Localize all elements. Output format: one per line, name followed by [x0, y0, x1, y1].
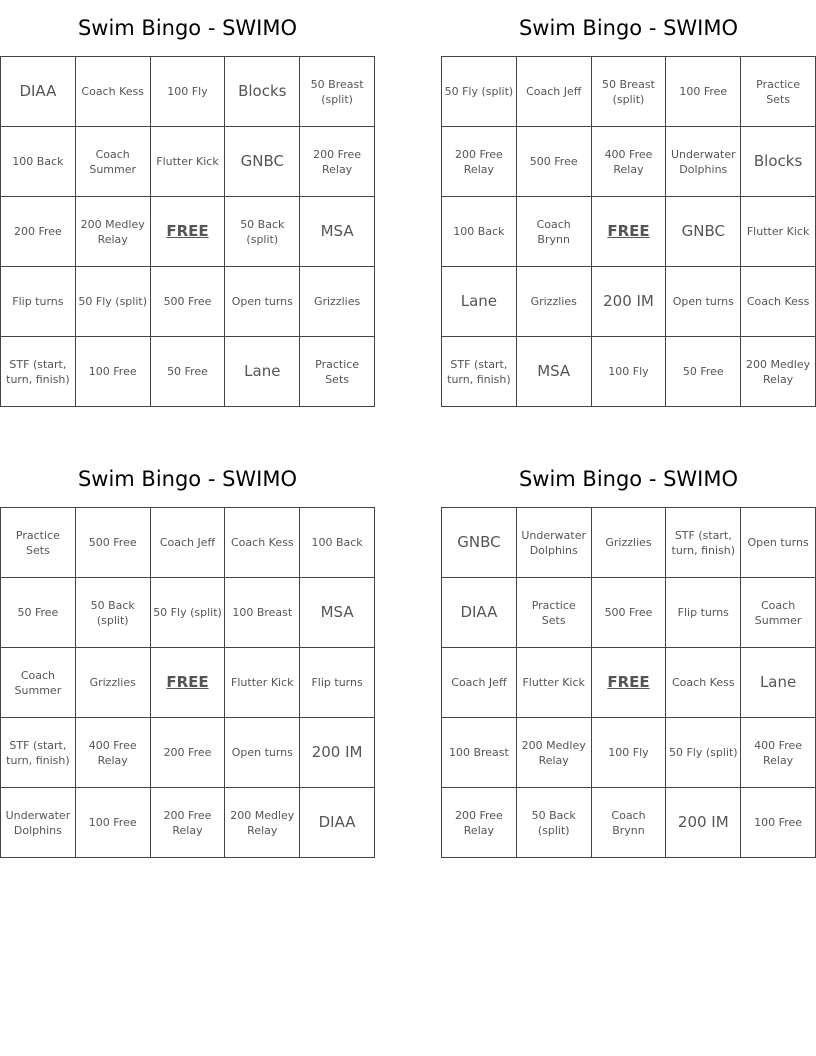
bingo-cell: Coach Jeff — [516, 57, 591, 127]
bingo-cell: 200 Medley Relay — [741, 337, 816, 407]
bingo-cell: Grizzlies — [75, 648, 150, 718]
bingo-cell: 50 Back (split) — [516, 788, 591, 858]
bingo-cell: Practice Sets — [1, 508, 76, 578]
bingo-cell: 50 Free — [666, 337, 741, 407]
bingo-cell: 50 Fly (split) — [666, 718, 741, 788]
bingo-row — [1, 337, 375, 407]
bingo-grid — [0, 56, 375, 407]
bingo-cell: MSA — [300, 578, 375, 648]
bingo-row — [1, 718, 375, 788]
bingo-cell: Lane — [225, 337, 300, 407]
bingo-cell: 100 Free — [741, 788, 816, 858]
bingo-row — [442, 57, 816, 127]
bingo-cell: 200 Medley Relay — [225, 788, 300, 858]
bingo-cell: Blocks — [225, 57, 300, 127]
bingo-cell: 50 Breast (split) — [591, 57, 666, 127]
bingo-cell: 200 Free — [150, 718, 225, 788]
bingo-cell: Underwater Dolphins — [1, 788, 76, 858]
bingo-cell: Practice Sets — [516, 578, 591, 648]
bingo-cell: 100 Back — [1, 127, 76, 197]
bingo-cell: GNBC — [225, 127, 300, 197]
bingo-row — [1, 508, 375, 578]
bingo-cell: 100 Free — [666, 57, 741, 127]
bingo-grid — [0, 507, 375, 858]
bingo-cell: 100 Back — [442, 197, 517, 267]
bingo-cell: GNBC — [442, 508, 517, 578]
bingo-cell: 100 Fly — [591, 337, 666, 407]
free-space-cell: FREE — [150, 197, 225, 267]
bingo-cell: 100 Breast — [225, 578, 300, 648]
bingo-cell: 200 Free — [1, 197, 76, 267]
bingo-row — [1, 57, 375, 127]
bingo-cell: 200 Free Relay — [442, 788, 517, 858]
bingo-cell: 400 Free Relay — [75, 718, 150, 788]
bingo-cell: STF (start, turn, finish) — [666, 508, 741, 578]
bingo-cell: Coach Summer — [75, 127, 150, 197]
bingo-cell: Practice Sets — [300, 337, 375, 407]
bingo-row — [442, 127, 816, 197]
bingo-cell: Open turns — [741, 508, 816, 578]
bingo-cell: 500 Free — [75, 508, 150, 578]
bingo-cell: 100 Breast — [442, 718, 517, 788]
bingo-cell: 400 Free Relay — [591, 127, 666, 197]
bingo-row — [442, 578, 816, 648]
bingo-cell: Flutter Kick — [225, 648, 300, 718]
bingo-cell: GNBC — [666, 197, 741, 267]
bingo-row — [442, 508, 816, 578]
bingo-cell: Lane — [741, 648, 816, 718]
bingo-row — [1, 578, 375, 648]
bingo-cell: 50 Fly (split) — [75, 267, 150, 337]
bingo-cell: Coach Kess — [666, 648, 741, 718]
bingo-cell: 50 Back (split) — [225, 197, 300, 267]
bingo-row — [1, 127, 375, 197]
bingo-cell: Grizzlies — [516, 267, 591, 337]
bingo-cell: Coach Jeff — [442, 648, 517, 718]
free-space-cell: FREE — [591, 197, 666, 267]
bingo-row — [442, 648, 816, 718]
bingo-cell: Coach Jeff — [150, 508, 225, 578]
bingo-cell: 50 Fly (split) — [442, 57, 517, 127]
bingo-row — [442, 337, 816, 407]
bingo-cell: Coach Kess — [225, 508, 300, 578]
bingo-cell: Coach Summer — [741, 578, 816, 648]
bingo-cell: 200 Medley Relay — [75, 197, 150, 267]
bingo-cell: Lane — [442, 267, 517, 337]
bingo-cell: 500 Free — [591, 578, 666, 648]
card-title: Swim Bingo - SWIMO — [518, 16, 739, 40]
bingo-cell: 100 Free — [75, 788, 150, 858]
bingo-cell: Flip turns — [1, 267, 76, 337]
bingo-cell: Open turns — [225, 267, 300, 337]
bingo-cell: MSA — [516, 337, 591, 407]
bingo-cell: 500 Free — [150, 267, 225, 337]
bingo-cell: STF (start, turn, finish) — [442, 337, 517, 407]
card-title: Swim Bingo - SWIMO — [518, 467, 739, 491]
bingo-cell: 200 Medley Relay — [516, 718, 591, 788]
bingo-cell: 100 Back — [300, 508, 375, 578]
bingo-cell: STF (start, turn, finish) — [1, 337, 76, 407]
bingo-cell: Flutter Kick — [516, 648, 591, 718]
free-space-cell: FREE — [591, 648, 666, 718]
bingo-cell: 50 Free — [1, 578, 76, 648]
bingo-card-2 — [441, 0, 816, 407]
card-title: Swim Bingo - SWIMO — [77, 16, 298, 40]
bingo-cell: Underwater Dolphins — [666, 127, 741, 197]
bingo-row — [442, 718, 816, 788]
bingo-cell: Grizzlies — [300, 267, 375, 337]
bingo-row — [442, 788, 816, 858]
bingo-cell: Coach Kess — [75, 57, 150, 127]
bingo-cell: 50 Free — [150, 337, 225, 407]
bingo-cell: 100 Fly — [591, 718, 666, 788]
bingo-cell: Blocks — [741, 127, 816, 197]
bingo-cell: STF (start, turn, finish) — [1, 718, 76, 788]
bingo-cell: Grizzlies — [591, 508, 666, 578]
card-title: Swim Bingo - SWIMO — [77, 467, 298, 491]
bingo-cell: 50 Back (split) — [75, 578, 150, 648]
bingo-card-3 — [0, 451, 375, 858]
bingo-cell: 400 Free Relay — [741, 718, 816, 788]
bingo-cell: Flutter Kick — [741, 197, 816, 267]
bingo-cell: 200 Free Relay — [300, 127, 375, 197]
bingo-cell: 500 Free — [516, 127, 591, 197]
bingo-cell: 200 IM — [300, 718, 375, 788]
bingo-grid — [441, 507, 816, 858]
bingo-cell: DIAA — [300, 788, 375, 858]
bingo-cell: Open turns — [225, 718, 300, 788]
bingo-row — [1, 788, 375, 858]
bingo-cell: Flip turns — [666, 578, 741, 648]
bingo-cell: 200 Free Relay — [442, 127, 517, 197]
bingo-cell: 200 IM — [591, 267, 666, 337]
bingo-cell: 200 IM — [666, 788, 741, 858]
bingo-cell: 100 Free — [75, 337, 150, 407]
bingo-row — [1, 197, 375, 267]
bingo-row — [442, 267, 816, 337]
bingo-cell: Flip turns — [300, 648, 375, 718]
bingo-cell: Coach Brynn — [591, 788, 666, 858]
bingo-cell: Coach Kess — [741, 267, 816, 337]
bingo-card-1 — [0, 0, 375, 407]
bingo-cell: 50 Fly (split) — [150, 578, 225, 648]
bingo-cell: Coach Brynn — [516, 197, 591, 267]
bingo-cell: Flutter Kick — [150, 127, 225, 197]
bingo-card-4 — [441, 451, 816, 858]
bingo-cell: Open turns — [666, 267, 741, 337]
bingo-cell: 200 Free Relay — [150, 788, 225, 858]
bingo-cell: 50 Breast (split) — [300, 57, 375, 127]
bingo-row — [442, 197, 816, 267]
bingo-cell: Coach Summer — [1, 648, 76, 718]
bingo-row — [1, 267, 375, 337]
free-space-cell: FREE — [150, 648, 225, 718]
bingo-cell: Practice Sets — [741, 57, 816, 127]
bingo-cell: MSA — [300, 197, 375, 267]
bingo-grid — [441, 56, 816, 407]
bingo-row — [1, 648, 375, 718]
bingo-cell: 100 Fly — [150, 57, 225, 127]
bingo-cell: Underwater Dolphins — [516, 508, 591, 578]
bingo-cell: DIAA — [1, 57, 76, 127]
bingo-cell: DIAA — [442, 578, 517, 648]
